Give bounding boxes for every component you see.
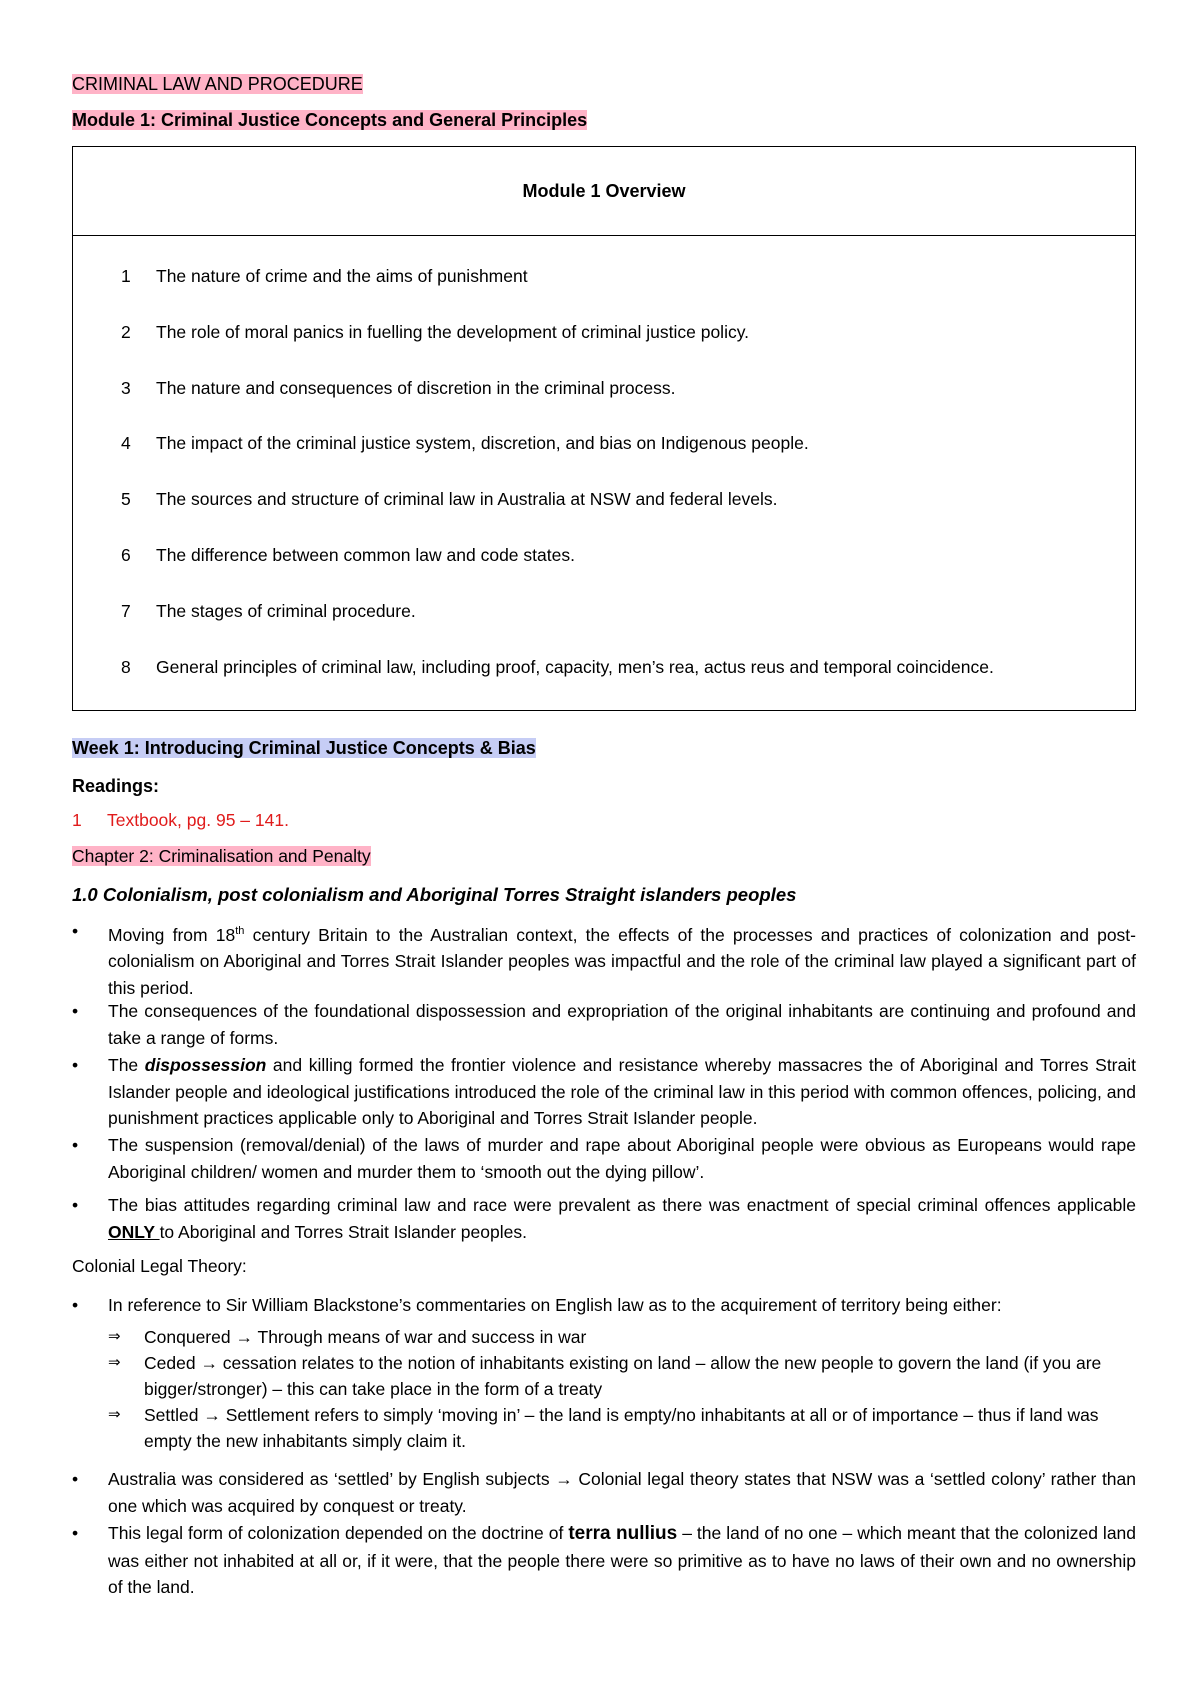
double-arrow-icon: ⇒ xyxy=(108,1354,121,1371)
bullet-item: • The consequences of the foundational dispossession and expropriation of the original inhabitants are continuing and profound and take a range of forms. xyxy=(108,998,1136,1051)
overview-box xyxy=(72,146,1136,711)
double-arrow-icon: ⇒ xyxy=(108,1328,121,1345)
module-title: Module 1: Criminal Justice Concepts and General Principles xyxy=(72,110,588,130)
bullet-icon: • xyxy=(72,1195,79,1215)
bullet-icon: • xyxy=(72,1295,79,1315)
overview-item: 6 The difference between common law and code states. xyxy=(121,545,575,565)
bullet-icon: • xyxy=(72,1469,79,1489)
bullet-item: • This legal form of colonization depended on the doctrine of terra nullius – the land of no one – which meant that the colonized land was either not inhabited at all or, if it were, that the people there were so primitive as to have no laws of their own and no ownership of the land. xyxy=(108,1520,1136,1601)
overview-item: 5 The sources and structure of criminal law in Australia at NSW and federal levels. xyxy=(121,489,778,509)
overview-item: 4 The impact of the criminal justice system, discretion, and bias on Indigenous people. xyxy=(121,433,809,453)
bullet-icon: • xyxy=(72,1001,79,1021)
sub-item-ceded: ⇒ Ceded → cessation relates to the notion of inhabitants existing on land – allow the new people to govern the land (if you are bigger/stronger) – this can take place in the form of a treaty xyxy=(144,1350,1136,1402)
overview-item: 7 The stages of criminal procedure. xyxy=(121,601,416,621)
document-title: CRIMINAL LAW AND PROCEDURE xyxy=(72,74,363,94)
sub-item-conquered: ⇒ Conquered → Through means of war and success in war xyxy=(144,1324,1136,1350)
overview-heading: Module 1 Overview xyxy=(73,147,1135,236)
bullet-icon: • xyxy=(72,1523,79,1543)
overview-item: 1 The nature of crime and the aims of punishment xyxy=(121,266,528,286)
bullet-icon: • xyxy=(72,1135,79,1155)
week-title: Week 1: Introducing Criminal Justice Concepts & Bias xyxy=(72,738,536,758)
bullet-item: • Moving from 18th century Britain to the Australian context, the effects of the processes and practices of colonization and post-colonialism on Aboriginal and Torres Strait Islander peoples was impactful and the role of the criminal law played a significant part of this period. xyxy=(108,918,1136,1001)
reading-item: 1 Textbook, pg. 95 – 141. xyxy=(72,810,289,830)
overview-item: 3 The nature and consequences of discretion in the criminal process. xyxy=(121,378,676,398)
double-arrow-icon: ⇒ xyxy=(108,1406,121,1423)
bullet-item: • Australia was considered as ‘settled’ by English subjects → Colonial legal theory states that NSW was a ‘settled colony’ rather than one which was acquired by conquest or treaty. xyxy=(108,1466,1136,1519)
chapter-title: Chapter 2: Criminalisation and Penalty xyxy=(72,846,371,866)
overview-item: 2 The role of moral panics in fuelling the development of criminal justice policy. xyxy=(121,322,750,342)
arrow-icon: → xyxy=(235,1327,253,1347)
arrow-icon: → xyxy=(555,1469,573,1489)
bullet-item: • The suspension (removal/denial) of the laws of murder and rape about Aboriginal people were obvious as Europeans would rape Aboriginal children/ women and murder them to ‘smooth out the dying pillow’. xyxy=(108,1132,1136,1185)
bullet-item: • The dispossession and killing formed the frontier violence and resistance whereby massacres the of Aboriginal and Torres Strait Islander people and ideological justifications introduced the role of the criminal law in this period with common offences, policing, and punishment practices applicable only to Aboriginal and Torres Strait Islander people. xyxy=(108,1052,1136,1132)
section-heading: 1.0 Colonialism, post colonialism and Aboriginal Torres Straight islanders peoples xyxy=(72,884,797,905)
colonial-theory-label: Colonial Legal Theory: xyxy=(72,1256,247,1276)
sub-item-settled: ⇒ Settled → Settlement refers to simply ‘moving in’ – the land is empty/no inhabitants at all or of importance – thus if land was empty the new inhabitants simply claim it. xyxy=(144,1402,1136,1454)
arrow-icon: → xyxy=(200,1353,218,1373)
bullet-icon: • xyxy=(72,1055,79,1075)
bullet-item: • The bias attitudes regarding criminal law and race were prevalent as there was enactment of special criminal offences applicable ONLY to Aboriginal and Torres Strait Islander peoples. xyxy=(108,1192,1136,1245)
overview-item: 8 General principles of criminal law, including proof, capacity, men’s rea, actus reus and temporal coincidence. xyxy=(121,657,994,677)
bullet-icon: • xyxy=(72,921,79,941)
bullet-item: • In reference to Sir William Blackstone’s commentaries on English law as to the acquirement of territory being either: xyxy=(108,1292,1136,1319)
arrow-icon: → xyxy=(203,1405,221,1425)
readings-label: Readings: xyxy=(72,776,160,796)
